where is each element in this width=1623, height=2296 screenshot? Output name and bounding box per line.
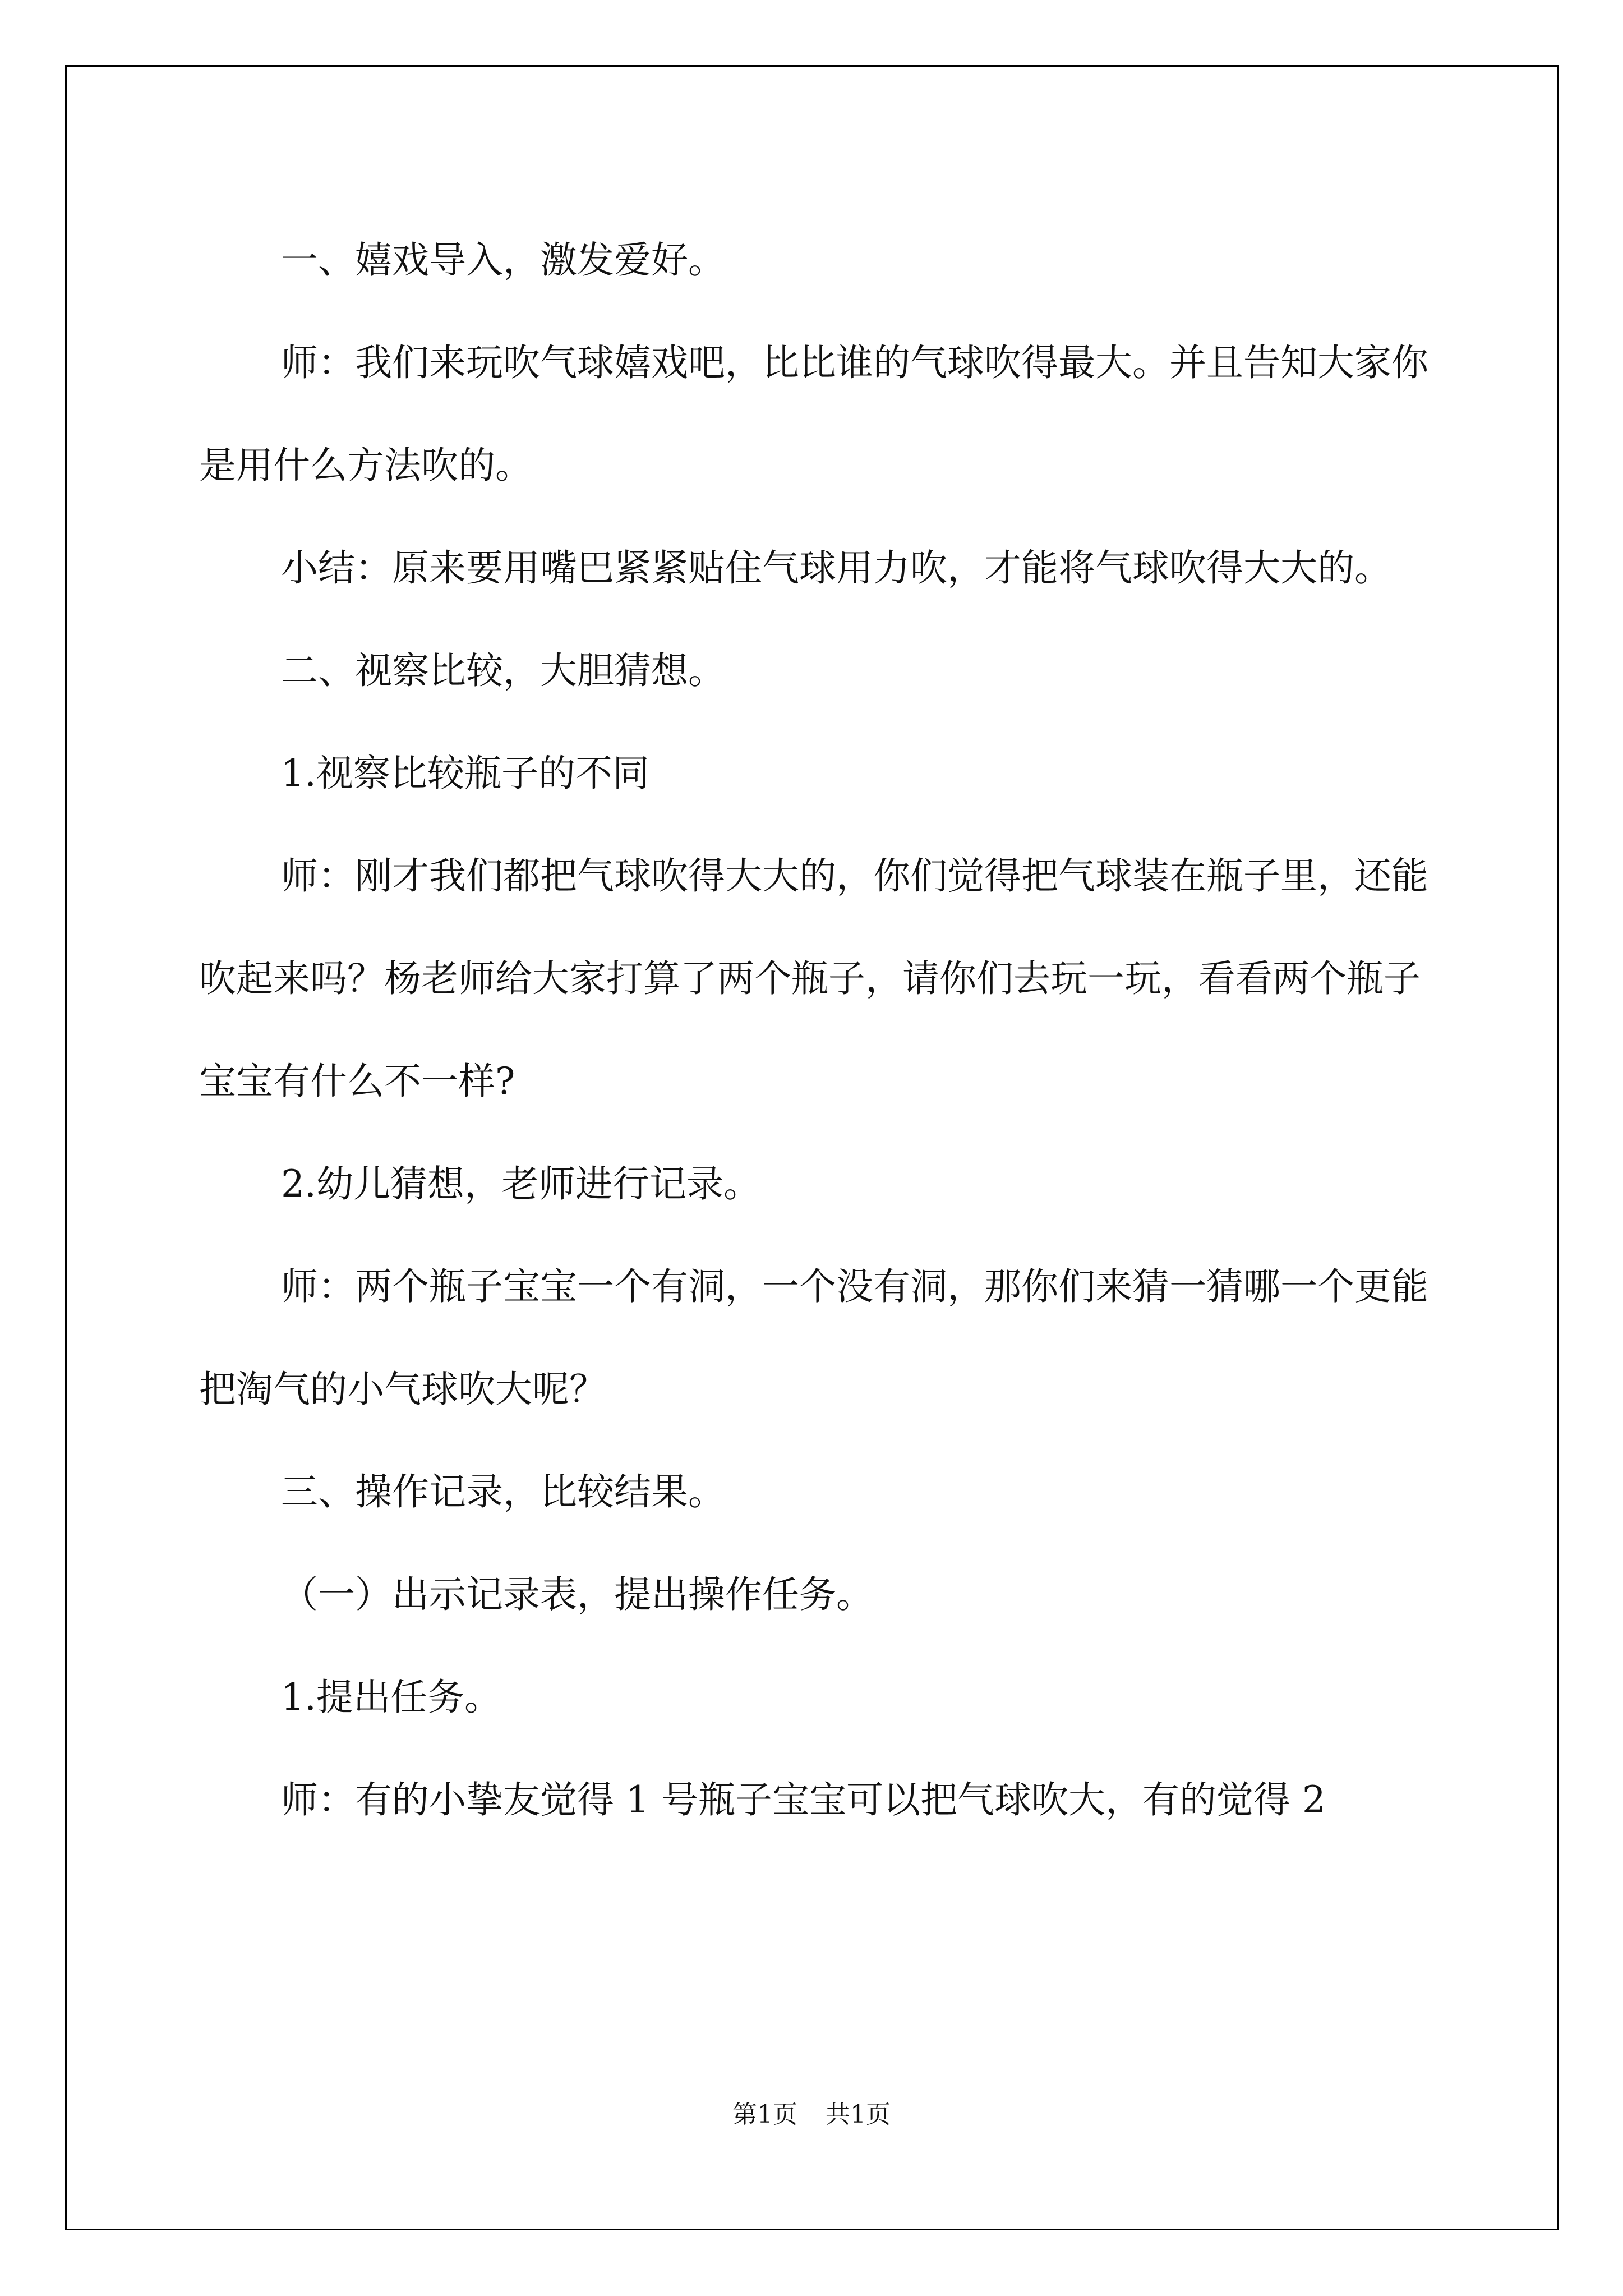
subheading-children-guess: 2.幼儿猜想，老师进行记录。	[281, 1162, 760, 1205]
page-footer	[0, 2094, 1623, 2130]
document-body	[199, 209, 1433, 1851]
paragraph-teacher-bottles: 师：刚才我们都把气球吹得大大的，你们觉得把气球装在瓶子里，还能吹起来吗？杨老师给大家打算了两个瓶子，请你们去玩一玩，看看两个瓶子宝宝有什么不一样?	[199, 854, 1428, 1103]
paragraph-teacher-holes: 师：两个瓶子宝宝一个有洞，一个没有洞，那你们来猜一猜哪一个更能把淘气的小气球吹大呢？	[199, 1265, 1428, 1411]
subheading-record-sheet: （一）出示记录表，提出操作任务。	[281, 1573, 873, 1616]
paragraph-teacher-task: 师：有的小挚友觉得 1 号瓶子宝宝可以把气球吹大，有的觉得 2	[281, 1778, 1326, 1821]
heading-section-3: 三、操作记录，比较结果。	[281, 1470, 725, 1513]
subheading-propose-task: 1.提出任务。	[281, 1676, 501, 1719]
paragraph-summary: 小结：原来要用嘴巴紧紧贴住气球用力吹，才能将气球吹得大大的。	[281, 546, 1391, 590]
paragraph-teacher-blow-balloon: 师：我们来玩吹气球嬉戏吧，比比谁的气球吹得最大。并且告知大家你是用什么方法吹的。	[199, 341, 1428, 487]
subheading-observe-bottles: 1.视察比较瓶子的不同	[281, 752, 649, 795]
heading-section-1: 一、嬉戏导入，激发爱好。	[281, 238, 725, 282]
page-number-current: 第1页	[732, 2100, 797, 2129]
page-number-total: 共1页	[826, 2100, 891, 2129]
heading-section-2: 二、视察比较，大胆猜想。	[281, 649, 725, 692]
